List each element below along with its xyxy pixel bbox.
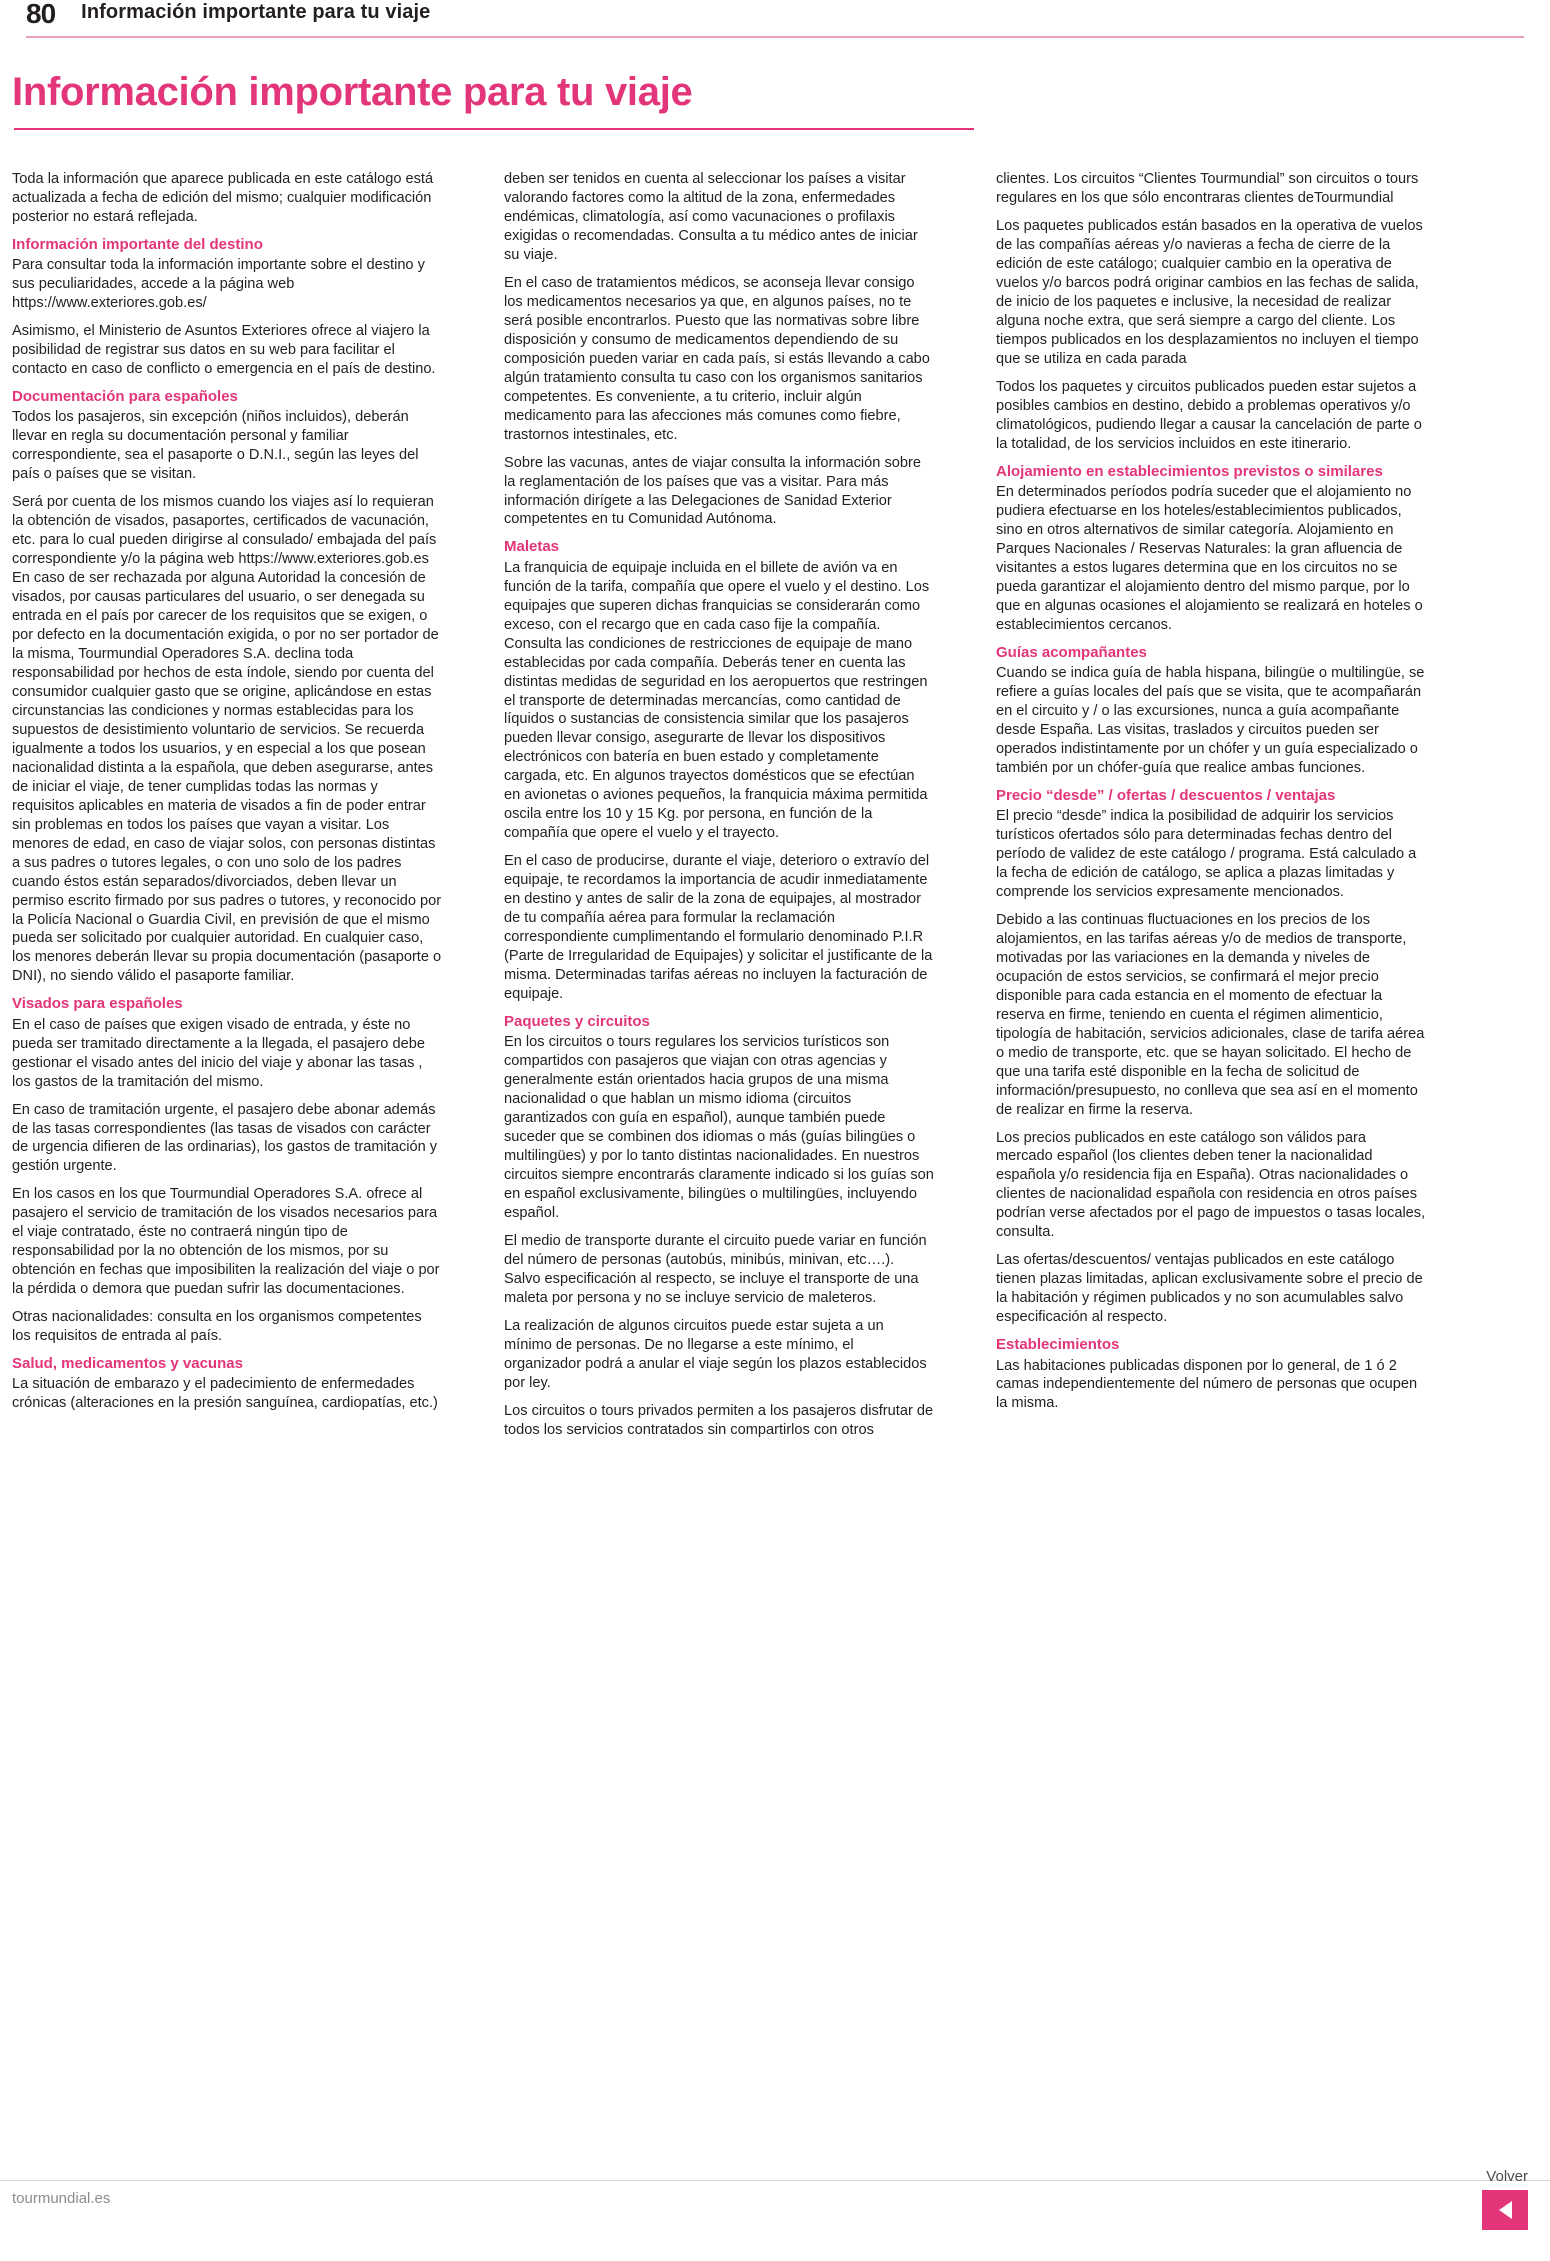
body-paragraph: Los precios publicados en este catálogo son válidos para mercado español (los clientes deben tener la nacionalidad española y/o residencia fija en España). Otras nacionalidades o clientes de nacionalidad española con residencia en otros países podrían verse afectados por el pago de impuestos o tasas locales, consulta. xyxy=(996,1129,1426,1241)
body-paragraph: El medio de transporte durante el circuito puede variar en función del número de personas (autobús, minibús, minivan, etc….). Salvo especificación al respecto, se incluye el transporte de una maleta por persona y no se incluye servicio de maleteros. xyxy=(504,1233,927,1306)
body-paragraph: La situación de embarazo y el padecimiento de enfermedades crónicas (alteraciones en la presión sanguínea, cardiopatías, etc.) xyxy=(12,1376,438,1412)
section-subheading: Paquetes y circuitos xyxy=(504,1013,650,1031)
section-subheading: Precio “desde” / ofertas / descuentos / ventajas xyxy=(996,786,1336,804)
column-2 xyxy=(504,170,934,2155)
column-1 xyxy=(12,170,442,2155)
body-paragraph: Asimismo, el Ministerio de Asuntos Exteriores ofrece al viajero la posibilidad de registrar sus datos en su web para facilitar el contacto en caso de conflicto o emergencia en el país de destino. xyxy=(12,323,436,378)
body-paragraph: La realización de algunos circuitos puede estar sujeta a un mínimo de personas. De no llegarse a este mínimo, el organizador podrá a anular el viaje según los plazos establecidos por ley. xyxy=(504,1317,927,1391)
body-paragraph: Debido a las continuas fluctuaciones en los precios de los alojamientos, en las tarifas aéreas y/o de medios de transporte, motivadas por las variaciones en la demanda y niveles de ocupación de estos servicios, se confirmará el mejor precio disponible para cada estancia en el momento de efectuar la reserva en firme, teniendo en cuenta el régimen alimenticio, tipología de habitación, servicios adicionales, clase de tarifa aérea o medio de transporte, etc. que se hayan solicitado. El hecho de que una tarifa esté disponible en la fecha de solicitud de información/presupuesto, no conlleva que sea así en el momento de realizar en firme la reserva. xyxy=(996,911,1425,1118)
body-paragraph: Sobre las vacunas, antes de viajar consulta la información sobre la reglamentación de los países que vas a visitar. Para más información dirígete a las Delegaciones de Sanidad Exterior competentes en tu Comunidad Autónoma. xyxy=(504,454,921,528)
section-subheading: Documentación para españoles xyxy=(12,388,238,406)
section-subheading: Salud, medicamentos y vacunas xyxy=(12,1355,243,1373)
back-control[interactable] xyxy=(1482,2168,1528,2230)
column-3 xyxy=(996,170,1426,2155)
text-columns xyxy=(12,170,1532,2155)
running-header xyxy=(0,0,1550,40)
header-divider xyxy=(26,36,1524,38)
body-paragraph: Para consultar toda la información importante sobre el destino y sus peculiaridades, accede a la página web https://www.exteriores.gob.es/ xyxy=(12,257,425,312)
body-paragraph: La franquicia de equipaje incluida en el billete de avión va en función de la tarifa, compañía que opere el vuelo y el destino. Los equipajes que superen dichas franquicias se considerarán como exceso, con el recargo que en cada caso fije la compañía. Consulta las condiciones de restricciones de equipaje de mano establecidas por cada compañía. Deberás tener en cuenta las distintas medidas de seguridad en los aeropuertos que restringen el transporte de determinadas mercancías, como cantidad de líquidos o sustancias de consistencia similar que los pasajeros pueden llevar consigo, asegurarte de llevar los dispositivos electrónicos con batería en buen estado y completamente cargada, etc. En algunos trayectos domésticos que se efectúan en avionetas o aviones pequeños, la franquicia máxima permitida oscila entre los 10 y 15 Kg. por persona, en función de la compañía que opere el vuelo y el trayecto. xyxy=(504,559,930,842)
body-paragraph: En los casos en los que Tourmundial Operadores S.A. ofrece al pasajero el servicio de tramitación de los visados necesarios para el viaje contratado, éste no contraerá ningún tipo de responsabilidad por la no obtención de los mismos, por su obtención en fechas que imposibiliten la realización del viaje o por la pérdida o demora que puedan sufrir las documentaciones. xyxy=(12,1186,440,1298)
back-label: Volver xyxy=(1486,2168,1528,2185)
page-title: Información importante para tu viaje xyxy=(12,70,693,114)
section-subheading: Guías acompañantes xyxy=(996,643,1147,661)
body-paragraph: Los circuitos o tours privados permiten a los pasajeros disfrutar de todos los servicios contratados sin compartirlos con otros xyxy=(504,1402,934,1438)
body-paragraph: Otras nacionalidades: consulta en los organismos competentes los requisitos de entrada al país. xyxy=(12,1309,422,1345)
body-paragraph: Los paquetes publicados están basados en la operativa de vuelos de las compañías aéreas y/o navieras a fecha de cierre de la edición de este catálogo; cualquier cambio en la operativa de vuelos y/o barcos podrá originar cambios en las fechas de salida, de inicio de los paquetes e inclusive, la necesidad de realizar alguna noche extra, que será siempre a cargo del cliente. Los tiempos publicados en los desplazamientos no incluyen el tiempo que se utiliza en cada parada xyxy=(996,217,1423,367)
body-paragraph: En el caso de países que exigen visado de entrada, y éste no pueda ser tramitado directamente a la llegada, el pasajero debe gestionar el visado antes del inicio del viaje y abonar las tasas , los gastos de la tramitación del mismo. xyxy=(12,1016,425,1090)
body-paragraph: Cuando se indica guía de habla hispana, bilingüe o multilingüe, se refiere a guías locales del país que se visita, que te acompañarán en el circuito y / o las excursiones, nunca a guía acompañante desde España. Las visitas, traslados y circuitos pueden ser operados indistintamente por un chófer y un guía especializado o también por un chófer-guía que realice ambas funciones. xyxy=(996,664,1425,776)
body-paragraph: Todos los paquetes y circuitos publicados pueden estar sujetos a posibles cambios en destino, debido a problemas operativos y/o climatológicos, pudiendo llegar a causar la cancelación de parte o la totalidad, de los servicios incluidos en este itinerario. xyxy=(996,378,1422,452)
section-subheading: Información importante del destino xyxy=(12,235,263,253)
title-divider xyxy=(14,128,974,130)
page-number: 80 xyxy=(26,0,56,29)
body-paragraph: clientes. Los circuitos “Clientes Tourmundial” son circuitos o tours regulares en los que sólo encontraras clientes deTourmundial xyxy=(996,171,1419,206)
body-paragraph: Será por cuenta de los mismos cuando los viajes así lo requieran la obtención de visados, pasaportes, certificados de vacunación, etc. para lo cual pueden dirigirse al consulado/ embajada del país correspondiente y/o la página web https://www.exteriores.gob.es En caso de ser rechazada por alguna Autoridad la concesión de visados, por causas particulares del usuario, o ser denegada su entrada en el país por carecer de los requisitos que se exigen, o por defecto en la documentación exigida, o por no ser portador de la misma, Tourmundial Operadores S.A. declina toda responsabilidad por hechos de esta índole, siendo por cuenta del consumidor cualquier gasto que se origine, aplicándose en estas circunstancias las condiciones y normas establecidas para los supuestos de desistimiento voluntario de servicios. Se recuerda igualmente a todos los usuarios, y en especial a los que posean nacionalidad distinta a la española, que deben asegurarse, antes de iniciar el viaje, de tener cumplidas todas las normas y requisitos aplicables en materia de visados a fin de poder entrar sin problemas en todos los países que vayan a visitar. Los menores de edad, en caso de viajar solos, con personas distintas a sus padres o tutores legales, o con uno solo de los padres cuando éstos están separados/divorciados, deben llevar un permiso escrito firmado por sus padres o tutores, y reconocido por la Policía Nacional o Guardia Civil, en previsión de que el mismo pueda ser solicitado por cualquier autoridad. En cualquier caso, los menores deberán llevar su propia documentación (pasaporte o DNI), no siendo válido el pasaporte familiar. xyxy=(12,494,442,985)
body-paragraph: Todos los pasajeros, sin excepción (niños incluidos), deberán llevar en regla su documentación personal y familiar correspondiente, sea el pasaporte o D.N.I., según las leyes del país o países que se visitan. xyxy=(12,409,419,483)
body-paragraph: En caso de tramitación urgente, el pasajero debe abonar además de las tasas correspondientes (las tasas de visados con carácter de urgencia difieren de las ordinarias), los gastos de tramitación y gestión urgente. xyxy=(12,1101,438,1175)
body-paragraph: Las habitaciones publicadas disponen por lo general, de 1 ó 2 camas independientemente del número de personas que ocupen la misma. xyxy=(996,1357,1418,1412)
section-subheading: Alojamiento en establecimientos previstos o similares xyxy=(996,462,1383,480)
body-paragraph: En determinados períodos podría suceder que el alojamiento no pudiera efectuarse en los hoteles/establecimientos publicados, sino en otros alternativos de similar categoría. Alojamiento en Parques Nacionales / Reservas Naturales: la gran afluencia de visitantes a estos lugares determina que en los circuitos no se pueda garantizar el alojamiento dentro del mismo parque, por lo que en algunas ocasiones el alojamiento se realizará en hoteles o establecimientos cercanos. xyxy=(996,483,1423,633)
body-paragraph: El precio “desde” indica la posibilidad de adquirir los servicios turísticos ofertados sólo para determinadas fechas dentro del período de validez de este catálogo / programa. Está calculado a la fecha de edición de catálogo, se aplica a plazas limitadas y comprende los servicios expresamente mencionados. xyxy=(996,808,1417,900)
body-paragraph: Toda la información que aparece publicada en este catálogo está actualizada a fecha de edición del mismo; cualquier modificación posterior no estará reflejada. xyxy=(12,171,434,225)
body-paragraph: En el caso de tratamientos médicos, se aconseja llevar consigo los medicamentos necesarios ya que, en algunos países, no te será posible encontrarlos. Puesto que las normativas sobre libre disposición y consumo de medicamentos dependiendo de su composición pueden variar en cada país, si estás llevando a cabo algún tratamiento consulta tu caso con los organismos sanitarios competentes. Es conveniente, a tu criterio, incluir algún medicamento para las afecciones más comunes como fiebre, trastornos intestinales, etc. xyxy=(504,274,930,443)
triangle-left-icon[interactable] xyxy=(1482,2190,1528,2230)
section-subheading: Visados para españoles xyxy=(12,995,183,1013)
brand-label: tourmundial.es xyxy=(12,2190,111,2207)
section-subheading: Maletas xyxy=(504,538,560,556)
body-paragraph: deben ser tenidos en cuenta al seleccionar los países a visitar valorando factores como la altitud de la zona, enfermedades endémicas, climatología, así como vacunaciones o profilaxis exigidas o recomendadas. Consulta a tu médico antes de iniciar su viaje. xyxy=(504,171,918,263)
body-paragraph: En el caso de producirse, durante el viaje, deterioro o extravío del equipaje, te recordamos la importancia de acudir inmediatamente en destino y antes de salir de la zona de equipajes, al mostrador de tu compañía aérea para formular la reclamación correspondiente cumplimentando el formulario denominado P.I.R (Parte de Irregularidad de Equipajes) y solicitar el justificante de la misma. Determinadas tarifas aéreas no incluyen la facturación de equipaje. xyxy=(504,853,933,1003)
running-header-title: Información importante para tu viaje xyxy=(81,1,431,23)
body-paragraph: Las ofertas/descuentos/ ventajas publicados en este catálogo tienen plazas limitadas, aplican exclusivamente sobre el precio de la habitación y régimen publicados y no son acumulables salvo especificación al respecto. xyxy=(996,1252,1423,1326)
body-paragraph: En los circuitos o tours regulares los servicios turísticos son compartidos con pasajeros que viajan con otras agencias y generalmente están orientados hacia grupos de una misma nacionalidad o que hablan un mismo idioma (circuitos garantizados con guía en español), aunque también puede suceder que se combinen dos idiomas o más (guías bilingües o multilingües) y por lo tanto distintas nacionalidades. En nuestros circuitos siempre encontrarás claramente indicado si los guías son en español exclusivamente, bilingües o multilingües, incluyendo español. xyxy=(504,1034,934,1222)
section-subheading: Establecimientos xyxy=(996,1336,1120,1354)
triangle-left-glyph xyxy=(1499,2201,1512,2219)
footer-divider xyxy=(0,2180,1550,2181)
